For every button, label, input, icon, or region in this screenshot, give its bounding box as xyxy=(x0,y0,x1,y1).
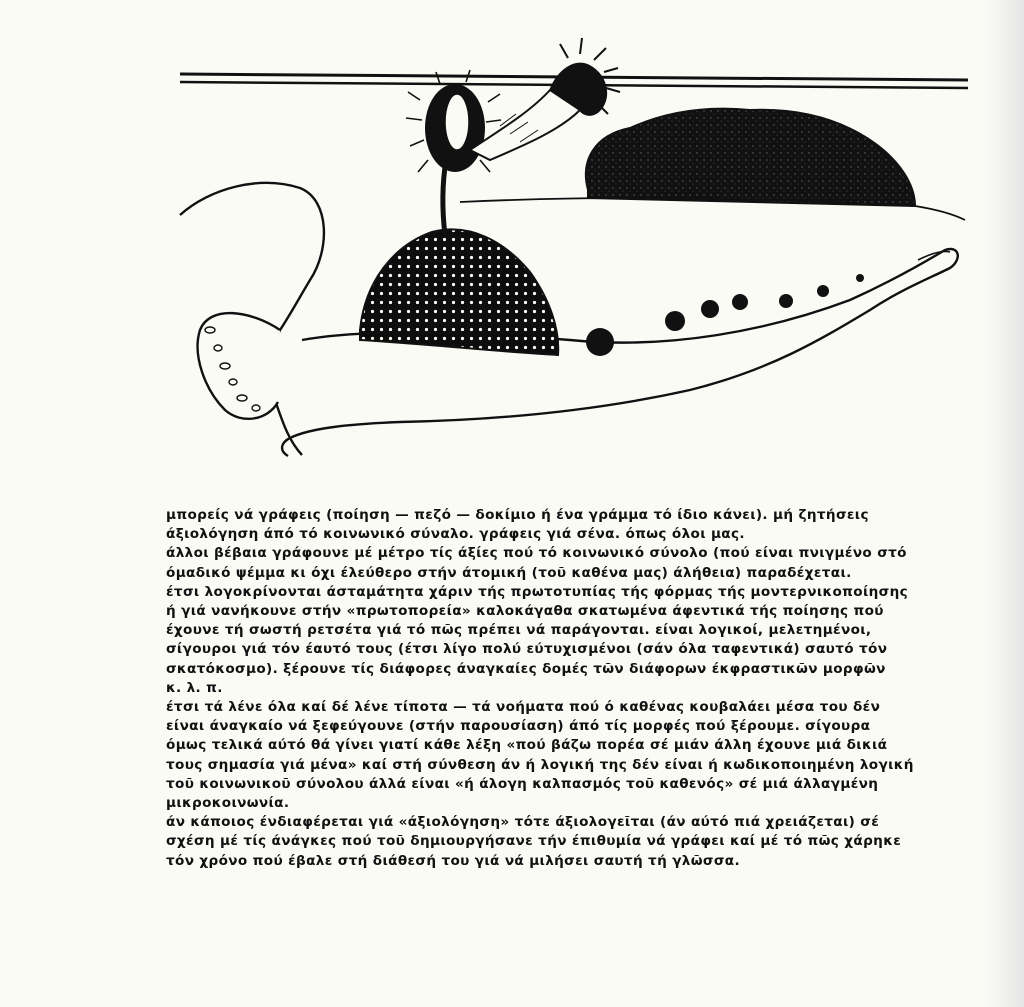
dotted-mound xyxy=(360,229,558,355)
text-line: έχουνε τή σωστή ρετσέτα γιά τό πῶς πρέπει νά παράγονται. είναι λογικοί, μελετημένοι, xyxy=(166,622,872,639)
text-line: έτσι τά λένε όλα καί δέ λένε τίποτα — τά νοήματα πού ό καθένας κουβαλάει μέσα του δέν xyxy=(166,699,881,716)
text-line: όμως τελικά αύτό θά γίνει γιατί κάθε λέξη «πού βάζω πορέα σέ μιάν άλλη έχουνε μιά δικιά xyxy=(166,737,888,754)
text-line: είναι άναγκαίο νά ξεφεύγουνε (στήν παρουσίαση) άπό τίς μορφές πού ξέρουμε. σίγουρα xyxy=(166,718,871,735)
text-line: ή γιά νανήκουνε στήν «πρωτοπορεία» καλοκάγαθα σκατωμένα άφεντικά τής ποίησης πού xyxy=(166,603,884,620)
text-line: τόν χρόνο πού έβαλε στή διάθεσή του γιά νά μιλήσει σαυτή τή γλῶσσα. xyxy=(166,852,740,869)
text-line: άλλοι βέβαια γράφουνε μέ μέτρο τίς άξίες πού τό κοινωνικό σύνολο (πού είναι πνιγμένο στό xyxy=(166,545,907,562)
text-line: άξιολόγηση άπό τό κοινωνικό σύναλο. γράφεις γιά σένα. όπως όλοι μας. xyxy=(166,526,745,543)
text-line: κ. λ. π. xyxy=(166,679,223,696)
paragraph-4 xyxy=(166,813,978,871)
paragraph-3 xyxy=(166,698,978,813)
dark-cloud-shape xyxy=(586,109,915,206)
text-line: τοῦ κοινωνικοῦ σύνολου άλλά είναι «ή άλογη καλπασμός τοῦ καθενός» σέ μιά άλλαγμένη xyxy=(166,775,879,792)
text-line: μικροκοινωνία. xyxy=(166,795,290,812)
text-line: σίγουροι γιά τόν έαυτό τους (έτσι λίγο πολύ εύτυχισμένοι (σάν όλα ταφεντικά) σαυτό τόν xyxy=(166,641,888,658)
poem-text-block xyxy=(166,506,978,871)
paragraph-2 xyxy=(166,544,978,698)
text-line: έτσι λογοκρίνονται άσταμάτητα χάριν τής πρωτοτυπίας τής φόρμας τής μοντερνικοποίησης xyxy=(166,583,909,600)
page-edge-shadow xyxy=(984,0,1024,1007)
text-line: σκατόκοσμο). ξέρουνε τίς διάφορες άναγκαίες δομές τῶν διάφορων έκφραστικῶν μορφῶν xyxy=(166,660,886,677)
surreal-ink-illustration xyxy=(170,10,980,465)
text-line: μπορείς νά γράφεις (ποίηση — πεζό — δοκίμιο ή ένα γράμμα τό ίδιο κάνει). μή ζητήσεις xyxy=(166,507,869,523)
text-line: όμαδικό ψέμμα κι όχι έλεύθερο στήν άτομική (τοῦ καθένα μας) άλήθεια) παραδέχεται. xyxy=(166,564,852,581)
left-ear-lobe xyxy=(198,313,280,419)
text-line: άν κάποιος ένδιαφέρεται γιά «άξιολόγηση» τότε άξιολογεῖται (άν αύτό πιά χρειάζεται) σέ xyxy=(166,814,880,831)
paragraph-1 xyxy=(166,506,978,544)
text-line: τους σημασία γιά μένα» καί στή σύνθεση άν ή λογική της δέν είναι ή κωδικοποιημένη λογική xyxy=(166,756,914,773)
plant-stem xyxy=(443,160,446,235)
text-line: σχέση μέ τίς άνάγκες πού τοῦ δημιουργήσανε τήν έπιθυμία νά γράφει καί μέ τό πῶς χάρηκε xyxy=(166,833,902,850)
